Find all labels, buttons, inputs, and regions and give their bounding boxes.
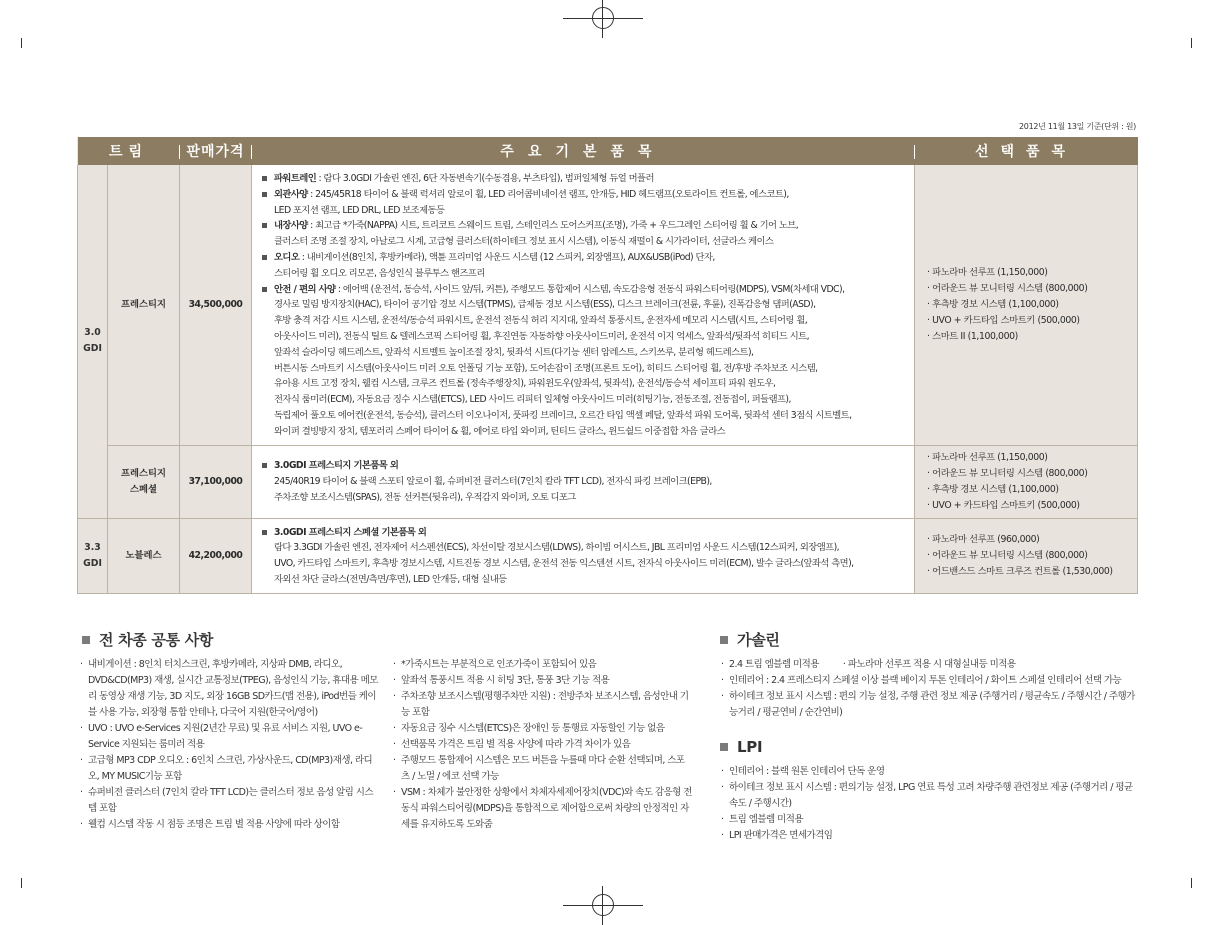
option-item: · UVO + 카드타입 스마트키 (500,000) xyxy=(927,313,1129,329)
feature-item xyxy=(262,250,908,282)
table-row xyxy=(78,518,1138,593)
list-item: · 슈퍼비전 클러스터 (7인치 칼라 TFT LCD)는 클러스터 정보 음성 알림 시스템 포함 xyxy=(80,785,380,817)
feature-text: 와이퍼 결빙방지 장치, 템포러리 스페어 타이어 & 휠, 에어로 타입 와이퍼, 틴티드 글라스, 윈드쉴드 이중접합 차음 글라스 xyxy=(274,425,726,437)
square-bullet-icon xyxy=(82,636,90,644)
list-item: · 앞좌석 통풍시트 적용 시 히팅 3단, 통풍 3단 기능 적용 xyxy=(393,673,693,689)
square-bullet-icon xyxy=(720,636,728,644)
common-notes-left xyxy=(80,657,380,833)
list-item: · UVO : UVO e-Services 지원(2년간 무료) 및 유료 서비스 지원, UVO e-Service 지원되는 룸미러 적용 xyxy=(80,721,380,753)
list-item: · VSM : 차체가 불안정한 상황에서 차체자세제어장치(VDC)와 속도 감응형 전동식 파워스티어링(MDPS)을 통합적으로 제어함으로써 차량의 안정적인 자세를 유지하도록 도와줌 xyxy=(393,785,693,833)
option-item: · 후측방 경보 시스템 (1,100,000) xyxy=(927,482,1129,498)
price-cell: 42,200,000 xyxy=(180,518,252,593)
crop-mark xyxy=(21,878,22,888)
list-item: · 인테리어 : 2.4 프레스티지 스페셜 이상 블랙 베이지 투톤 인테리어 / 화이트 스페셜 인테리어 선택 가능 xyxy=(721,673,1137,689)
list-item: · 자동요금 징수 시스템(ETCS)은 장애인 등 통행료 자동할인 기능 없음 xyxy=(393,721,693,737)
feature-text: LED 포지션 램프, LED DRL, LED 보조제동등 xyxy=(274,204,445,216)
lpi-notes xyxy=(721,764,1137,844)
list-item: · 내비게이션 : 8인치 터치스크린, 후방카메라, 지상파 DMB, 라디오, DVD&CD(MP3) 재생, 실시간 교통정보(TPEG), 음성인식 기능, 휴대용 메모리 동영상 재생 기능, 3D 지도, 외장 16GB SD카드(맵 전용), iPod번들 케이블 사용 가능, 외장형 통합 안테나, 다국어 지원(한국어/영어) xyxy=(80,657,380,721)
common-notes-right xyxy=(393,657,693,833)
option-item: · 후측방 경보 시스템 (1,100,000) xyxy=(927,297,1129,313)
engine-type: GDI xyxy=(83,343,102,355)
trim-cell xyxy=(108,518,180,593)
options-cell xyxy=(915,518,1138,593)
list-item: · 주차조향 보조시스템(평행주차만 지원) : 전방주차 보조시스템, 음성안내 기능 포함 xyxy=(393,689,693,721)
feature-item xyxy=(262,171,908,187)
feature-text: 후방 충격 저감 시트 시스템, 운전석/동승석 파워시트, 운전석 전동식 허리 지지대, 앞좌석 통풍시트, 운전자세 메모리 시스템(시트, 스티어링 휠, xyxy=(274,315,808,327)
gasoline-title-text: 가솔린 xyxy=(737,631,780,649)
feature-label: 내장사양 xyxy=(274,220,308,232)
list-item: · 하이테크 정보 표시 시스템 : 편의 기능 설정, 주행 관련 정보 제공 (주행거리 / 평균속도 / 주행시간 / 주행가능거리 / 평균연비 / 순간연비) xyxy=(721,689,1137,721)
feature-text: 경사로 밀림 방지장치(HAC), 타이어 공기압 경보 시스템(TPMS), 급제동 경보 시스템(ESS), 디스크 브레이크(전륜, 후륜), 진폭감응형 댐퍼(ASD), xyxy=(274,299,816,311)
option-item: · 어라운드 뷰 모니터링 시스템 (800,000) xyxy=(927,548,1129,564)
feature-item xyxy=(262,187,908,219)
options-cell xyxy=(915,165,1138,445)
list-item: · LPI 판매가격은 면세가격임 xyxy=(721,828,1137,844)
option-item: · 어라운드 뷰 모니터링 시스템 (800,000) xyxy=(927,281,1129,297)
list-item xyxy=(721,657,1137,673)
common-section-title xyxy=(82,629,213,650)
list-item-text: · 파노라마 선루프 적용 시 대형실내등 미적용 xyxy=(842,659,1016,670)
feature-text: : 245/45R18 타이어 & 블랙 럭셔리 알로이 휠, LED 리어콤비네이션 램프, 안개등, HID 헤드램프(오토라이트 컨트롤, 에스코트), xyxy=(307,188,789,200)
feature-text: 독립제어 풀오토 에어컨(운전석, 동승석), 클러스터 이오나이저, 풋파킹 브레이크, 오르간 타입 액셀 페달, 앞좌석 파워 도어록, 뒷좌석 센터 3점식 시트벨트, xyxy=(274,409,852,421)
option-item: · 어라운드 뷰 모니터링 시스템 (800,000) xyxy=(927,466,1129,482)
trim-name: 스페셜 xyxy=(130,483,157,495)
feature-label: 3.0GDI 프레스티지 스페셜 기본품목 외 xyxy=(274,526,427,538)
feature-label: 외관사양 xyxy=(274,188,308,200)
trim-name: 프레스티지 xyxy=(121,467,166,479)
feature-text: : 람다 3.0GDI 가솔린 엔진, 6단 자동변속기(수동겸용, 부츠타입), 범퍼일체형 듀얼 머플러 xyxy=(316,173,654,184)
list-item: · 하이테크 정보 표시 시스템 : 편의기능 설정, LPG 연료 특성 고려 차량주행 관련정보 제공 (주행거리 / 평균속도 / 주행시간) xyxy=(721,780,1137,812)
feature-text: 람다 3.3GDI 가솔린 엔진, 전자제어 서스펜션(ECS), 차선이탈 경보시스템(LDWS), 하이빔 어시스트, JBL 프리미엄 사운드 시스템(12스피커, 외장앰프), xyxy=(274,542,840,554)
feature-text: 클러스터 조명 조절 장치, 아날로그 시계, 고급형 클러스터(하이테크 정보 표시 시스템), 이동식 재떨이 & 시가라이터, 선글라스 케이스 xyxy=(274,236,774,248)
feature-item xyxy=(262,458,908,505)
gasoline-notes xyxy=(721,657,1137,721)
feature-text: 아웃사이드 미러), 전동식 틸트 & 텔레스코픽 스티어링 휠, 후진연동 자동하향 아웃사이드미러, 운전석 이지 억세스, 앞좌석/뒷좌석 히티드 시트, xyxy=(274,330,809,342)
feature-text: 스티어링 휠 오디오 리모콘, 음성인식 블루투스 핸즈프리 xyxy=(274,267,485,279)
feature-text: UVO, 카드타입 스마트키, 후측방 경보시스템, 시트진동 경보 시스템, 운전석 전동 익스텐션 시트, 전자식 아웃사이드 미러(ECM), 발수 글라스(앞좌석 측면), xyxy=(274,558,854,570)
engine-displacement: 3.3 xyxy=(84,541,101,553)
feature-label: 파워트레인 xyxy=(274,173,317,184)
price-table xyxy=(77,137,1138,594)
feature-text: 유아용 시트 고정 장치, 웰컴 시스템, 크루즈 컨트롤 (정속주행장치), 파워윈도우(앞좌석, 뒷좌석), 운전석/동승석 세이프티 파워 윈도우, xyxy=(274,378,776,390)
crop-mark xyxy=(1191,38,1192,48)
engine-cell xyxy=(78,518,108,593)
date-note: 2012년 11월 13일 기준(단위 : 원) xyxy=(1019,122,1136,131)
features-cell xyxy=(252,165,915,445)
square-bullet-icon xyxy=(720,743,728,751)
feature-item xyxy=(262,525,908,588)
header-options: 선택품목 xyxy=(915,137,1138,165)
feature-text: 버튼시동 스마트키 시스템(아웃사이드 미러 오토 언폴딩 기능 포함), 도어손잡이 조명(프론트 도어), 히티드 스티어링 휠, 전/후방 주차보조 시스템, xyxy=(274,362,818,374)
common-title-text: 전 차종 공통 사항 xyxy=(99,631,214,649)
feature-item xyxy=(262,218,908,250)
trim-name: 프레스티지 xyxy=(121,298,166,310)
list-item: · 고급형 MP3 CDP 오디오 : 6인치 스크린, 가상사운드, CD(MP3)재생, 라디오, MY MUSIC기능 포함 xyxy=(80,753,380,785)
registration-circle-icon xyxy=(592,894,614,916)
feature-text: 자외선 차단 글라스(전면/측면/후면), LED 안개등, 대형 실내등 xyxy=(274,573,507,585)
lpi-section-title xyxy=(720,738,762,756)
features-cell xyxy=(252,518,915,593)
option-item: · 스마트 II (1,100,000) xyxy=(927,329,1129,345)
feature-label: 안전 / 편의 사양 xyxy=(274,283,336,295)
gasoline-section-title xyxy=(720,629,780,650)
options-cell xyxy=(915,445,1138,518)
header-price: 판매가격 xyxy=(180,137,252,165)
option-item: · 파노라마 선루프 (1,150,000) xyxy=(927,450,1129,466)
list-item: · 트림 엠블렘 미적용 xyxy=(721,812,1137,828)
crop-mark xyxy=(21,38,22,48)
engine-cell xyxy=(78,165,108,518)
feature-text: 전자식 룸미러(ECM), 자동요금 징수 시스템(ETCS), LED 사이드 리피터 일체형 아웃사이드 미러(히팅기능, 전동조절, 전동접이, 퍼들램프), xyxy=(274,394,791,406)
feature-label: 오디오 xyxy=(274,251,300,263)
header-features: 주요기본품목 xyxy=(252,137,915,165)
registration-circle-icon xyxy=(592,7,614,29)
option-item: · 파노라마 선루프 (960,000) xyxy=(927,532,1129,548)
feature-label: 3.0GDI 프레스티지 기본품목 외 xyxy=(274,460,399,472)
list-item: · 웰컴 시스템 작동 시 점등 조명은 트림 별 적용 사양에 따라 상이함 xyxy=(80,817,380,833)
feature-text: : 내비게이션(8인치, 후방카메라), 액튠 프리미엄 사운드 시스템 (12 스피커, 외장앰프), AUX&USB(iPod) 단자, xyxy=(299,251,715,263)
list-item: · 선택품목 가격은 트림 별 적용 사양에 따라 가격 차이가 있음 xyxy=(393,737,693,753)
price-cell: 37,100,000 xyxy=(180,445,252,518)
list-item: · 주행모드 통합제어 시스템은 모드 버튼을 누를때 마다 순환 선택되며, 스포츠 / 노멀 / 에코 선택 가능 xyxy=(393,753,693,785)
list-item: · 인테리어 : 블랙 원톤 인테리어 단독 운영 xyxy=(721,764,1137,780)
option-item: · 파노라마 선루프 (1,150,000) xyxy=(927,265,1129,281)
list-item: · *가죽시트는 부분적으로 인조가죽이 포함되어 있음 xyxy=(393,657,693,673)
trim-cell xyxy=(108,165,180,445)
feature-text: : 에어백 (운전석, 동승석, 사이드 앞/뒤, 커튼), 주행모드 통합제어 시스템, 속도감응형 전동식 파워스티어링(MDPS), VSM(차세대 VDC), xyxy=(335,283,845,295)
list-item-text: 2.4 트림 엠블렘 미적용 xyxy=(729,659,819,670)
option-item: · 어드밴스드 스마트 크루즈 컨트롤 (1,530,000) xyxy=(927,564,1129,580)
table-row xyxy=(78,445,1138,518)
feature-item xyxy=(262,282,908,440)
feature-text: : 최고급 *가죽(NAPPA) 시트, 트리코트 스웨이드 트림, 스테인리스 도어스커프(조명), 가죽 + 우드그레인 스티어링 휠 & 기어 노브, xyxy=(307,220,799,232)
feature-text: 245/40R19 타이어 & 블랙 스포티 알로이 휠, 슈퍼비전 클러스터(7인치 칼라 TFT LCD), 전자식 파킹 브레이크(EPB), xyxy=(274,476,712,488)
list-item-text: 파노라마 선루프 적용 시 대형실내등 미적용 xyxy=(847,659,1016,670)
engine-type: GDI xyxy=(83,557,102,569)
crop-mark xyxy=(1191,878,1192,888)
trim-name: 노블레스 xyxy=(125,549,162,561)
header-trim: 트림 xyxy=(78,137,180,165)
feature-text: 주차조향 보조시스템(SPAS), 전동 선커튼(뒷유리), 우적감지 와이퍼, 오토 디포그 xyxy=(274,491,576,503)
engine-displacement: 3.0 xyxy=(84,327,101,339)
table-row xyxy=(78,165,1138,445)
feature-text: 앞좌석 슬라이딩 헤드레스트, 앞좌석 시트벨트 높이조절 장치, 뒷좌석 시트(다기능 센터 암레스트, 스키쓰루, 분리형 헤드레스트), xyxy=(274,346,754,358)
trim-cell xyxy=(108,445,180,518)
price-cell: 34,500,000 xyxy=(180,165,252,445)
lpi-title-text: LPI xyxy=(737,738,763,756)
option-item: · UVO + 카드타입 스마트키 (500,000) xyxy=(927,498,1129,514)
features-cell xyxy=(252,445,915,518)
table-header xyxy=(78,137,1138,165)
